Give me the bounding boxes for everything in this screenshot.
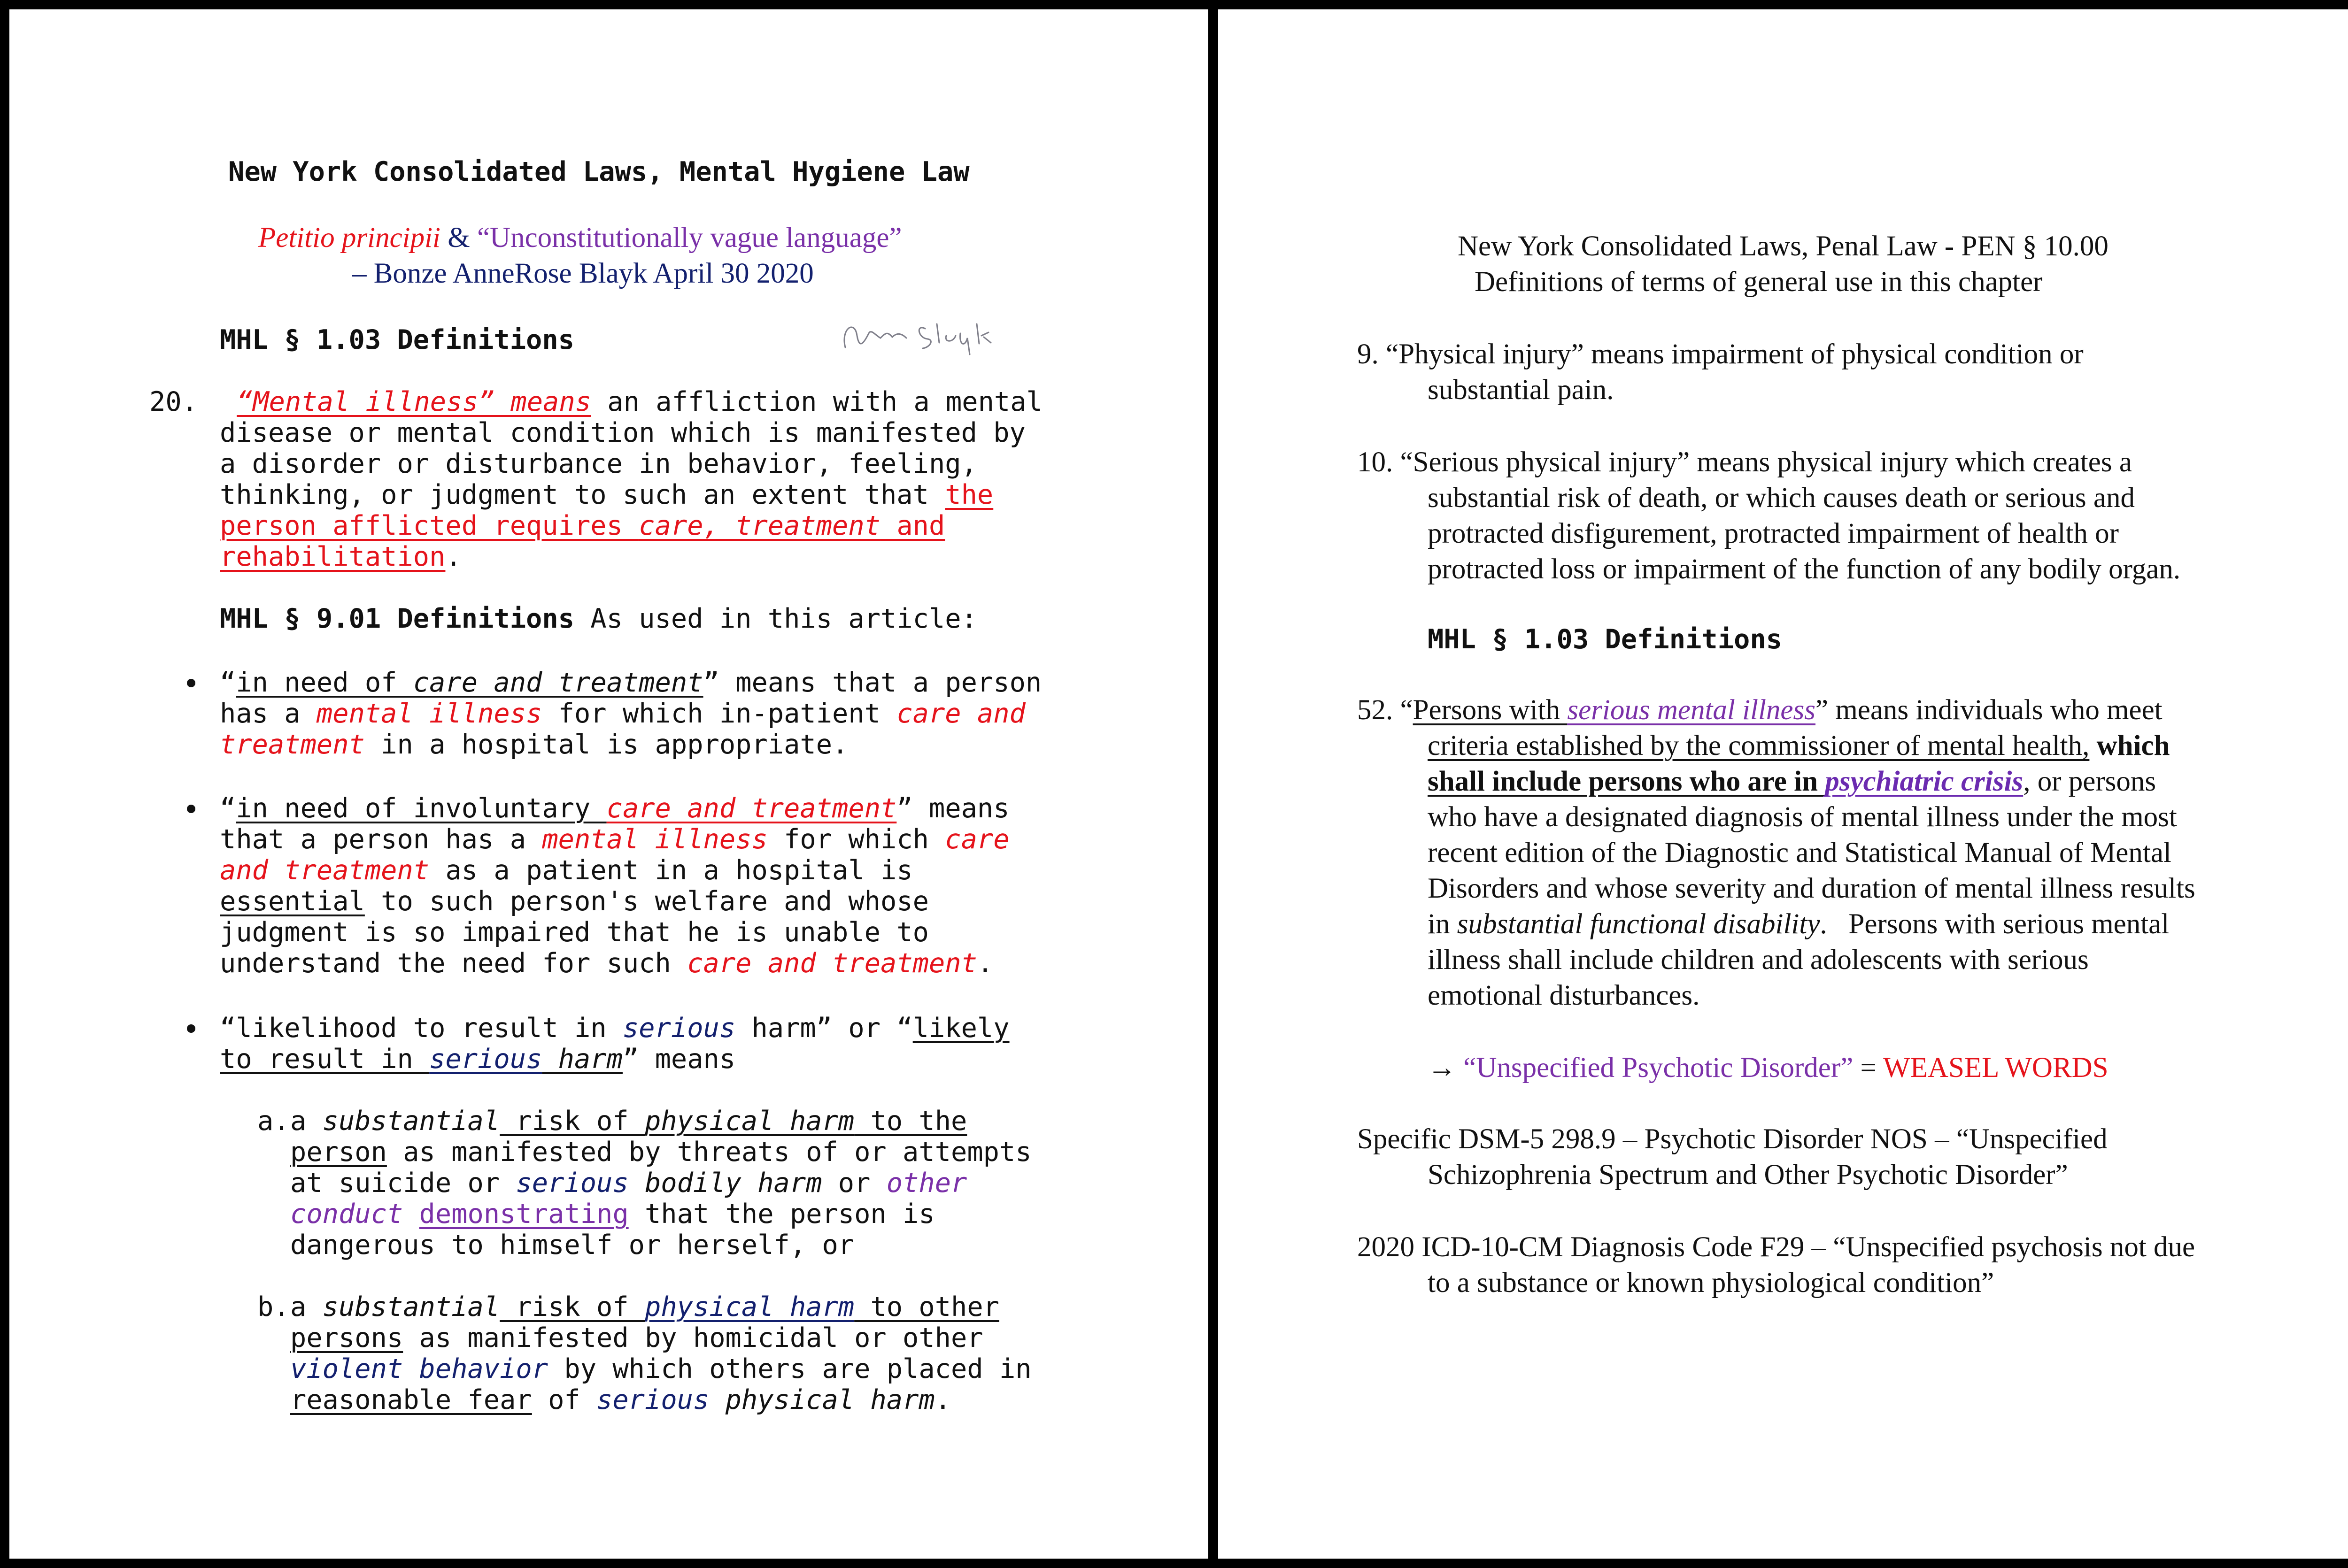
bullet-line: “in need of involuntary care and treatment” means [220, 793, 1010, 824]
bullet-line: judgment is so impaired that he is unable to [220, 917, 929, 948]
bullet-line: has a mental illness for which in-patient care and [220, 698, 1026, 729]
def20-line: disease or mental condition which is manifested by [220, 417, 1026, 448]
def20-number: 20. [149, 386, 198, 417]
page-title: New York Consolidated Laws, Penal Law - PEN § 10.00 [1458, 231, 2109, 262]
bullet-line: that a person has a mental illness for which care [220, 824, 1010, 855]
bullet-dot [187, 679, 195, 687]
dsm-line: Specific DSM-5 298.9 – Psychotic Disorder NOS – “Unspecified [1357, 1123, 2108, 1155]
sublist-marker-a: a. [257, 1106, 290, 1137]
subtitle: Petitio principii & “Unconstitutionally vague language” [258, 222, 902, 254]
signature [836, 310, 1014, 361]
sublist-line: violent behavior by which others are placed in [290, 1353, 1032, 1384]
def9-line: substantial pain. [1428, 374, 1614, 406]
sublist-marker-b: b. [257, 1291, 290, 1322]
arrow-right-icon: → [1428, 1052, 1464, 1084]
bullet-line: “likelihood to result in serious harm” or “likely [220, 1013, 1010, 1044]
sublist-line: a substantial risk of physical harm to the [290, 1106, 967, 1137]
icd-line: to a substance or known physiological condition” [1428, 1267, 1994, 1299]
def20-line: person afflicted requires care, treatment and [220, 510, 945, 541]
sublist-line: dangerous to himself or herself, or [290, 1230, 855, 1261]
def52-line: 52. “Persons with serious mental illness” means individuals who meet [1357, 694, 2163, 726]
def20-line: “Mental illness” means an affliction with a mental [237, 386, 1043, 417]
sublist-line: reasonable fear of serious physical harm. [290, 1384, 951, 1415]
def52-line: in substantial functional disability. Persons with serious mental [1428, 908, 2170, 940]
section-heading-mhl-901: MHL § 9.01 Definitions As used in this article: [220, 603, 977, 634]
def52-line: emotional disturbances. [1428, 980, 1700, 1011]
def20-line: a disorder or disturbance in behavior, feeling, [220, 448, 977, 479]
def9-line: 9. “Physical injury” means impairment of physical condition or [1357, 338, 2084, 370]
def10-line: 10. “Serious physical injury” means physical injury which creates a [1357, 446, 2132, 478]
def10-line: substantial risk of death, or which causes death or serious and [1428, 482, 2135, 514]
dsm-line: Schizophrenia Spectrum and Other Psychotic Disorder” [1428, 1159, 2068, 1191]
def52-line: illness shall include children and adolescents with serious [1428, 944, 2089, 976]
sublist-line: a substantial risk of physical harm to other [290, 1291, 999, 1322]
bullet-line: understand the need for such care and treatment. [220, 948, 994, 979]
icd-line: 2020 ICD-10-CM Diagnosis Code F29 – “Unspecified psychosis not due [1357, 1231, 2195, 1263]
sublist-line: persons as manifested by homicidal or other [290, 1322, 983, 1353]
byline: – Bonze AnneRose Blayk April 30 2020 [352, 258, 814, 289]
bullet-line: treatment in a hospital is appropriate. [220, 729, 849, 760]
def52-line: recent edition of the Diagnostic and Statistical Manual of Mental [1428, 837, 2171, 869]
bullet-dot [187, 1024, 195, 1033]
def52-line: criteria established by the commissioner of mental health, which [1428, 730, 2170, 761]
left-page [9, 9, 1208, 1559]
bullet-line: “in need of care and treatment” means that a person [220, 667, 1042, 698]
weasel-words-note: → “Unspecified Psychotic Disorder” = WEASEL WORDS [1428, 1052, 2109, 1084]
def10-line: protracted disfigurement, protracted impairment of health or [1428, 518, 2119, 549]
section-heading-mhl-103: MHL § 1.03 Definitions [1428, 624, 1782, 655]
page-subtitle: Definitions of terms of general use in this chapter [1475, 266, 2043, 298]
sublist-line: person as manifested by threats of or attempts [290, 1137, 1032, 1168]
section-heading-mhl-103: MHL § 1.03 Definitions [220, 324, 574, 355]
def52-line: shall include persons who are in psychiatric crisis, or persons [1428, 766, 2156, 797]
sublist-line: at suicide or serious bodily harm or other [290, 1168, 967, 1199]
def52-line: Disorders and whose severity and duration of mental illness results [1428, 873, 2195, 904]
page-title: New York Consolidated Laws, Mental Hygiene Law [228, 156, 970, 187]
right-page [1218, 9, 2348, 1559]
bullet-line: essential to such person's welfare and whose [220, 886, 929, 917]
bullet-line: to result in serious harm” means [220, 1044, 736, 1075]
bullet-dot [187, 805, 195, 813]
def10-line: protracted loss or impairment of the function of any bodily organ. [1428, 553, 2181, 585]
def20-line: rehabilitation. [220, 541, 462, 572]
def20-line: thinking, or judgment to such an extent that the [220, 479, 994, 510]
bullet-line: and treatment as a patient in a hospital is [220, 855, 913, 886]
def52-line: who have a designated diagnosis of mental illness under the most [1428, 801, 2177, 833]
sublist-line: conduct demonstrating that the person is [290, 1199, 935, 1230]
